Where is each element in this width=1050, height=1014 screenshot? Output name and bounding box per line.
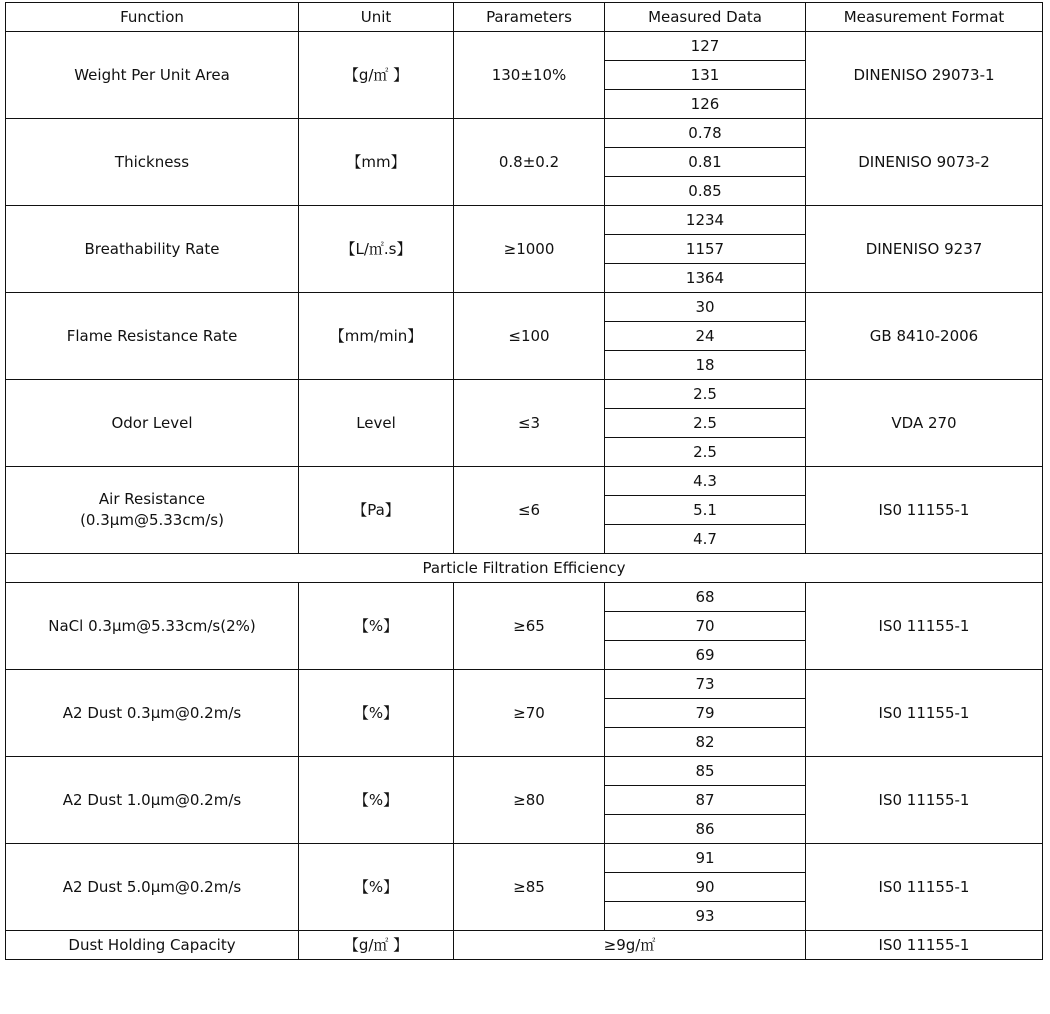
format-cell: VDA 270 <box>806 380 1043 467</box>
measured-cell: 82 <box>605 728 806 757</box>
unit-cell: 【g/㎡ 】 <box>299 931 454 960</box>
measured-cell: 87 <box>605 786 806 815</box>
table-row <box>6 119 1043 148</box>
table-row <box>6 293 1043 322</box>
unit-cell: 【%】 <box>299 670 454 757</box>
measured-cell: 90 <box>605 873 806 902</box>
header-measured-data: Measured Data <box>605 3 806 32</box>
format-cell: DINENISO 29073-1 <box>806 32 1043 119</box>
measured-cell: 1364 <box>605 264 806 293</box>
unit-cell: 【L/㎡.s】 <box>299 206 454 293</box>
measured-cell: 86 <box>605 815 806 844</box>
table-header <box>6 3 1043 32</box>
measured-cell: 1157 <box>605 235 806 264</box>
format-cell: IS0 11155-1 <box>806 467 1043 554</box>
measured-cell: 73 <box>605 670 806 699</box>
measured-cell: 126 <box>605 90 806 119</box>
table-row <box>6 757 1043 786</box>
spec-table <box>5 2 1043 960</box>
format-cell: IS0 11155-1 <box>806 670 1043 757</box>
measured-cell: 24 <box>605 322 806 351</box>
function-cell: Odor Level <box>6 380 299 467</box>
measured-cell: 5.1 <box>605 496 806 525</box>
measured-cell: 4.7 <box>605 525 806 554</box>
unit-cell: Level <box>299 380 454 467</box>
table-row <box>6 380 1043 409</box>
measured-cell: 4.3 <box>605 467 806 496</box>
function-cell: Weight Per Unit Area <box>6 32 299 119</box>
unit-cell: 【Pa】 <box>299 467 454 554</box>
function-cell: A2 Dust 1.0μm@0.2m/s <box>6 757 299 844</box>
format-cell: DINENISO 9237 <box>806 206 1043 293</box>
measured-cell: 131 <box>605 61 806 90</box>
function-condition: (0.3μm@5.33cm/s) <box>80 511 224 529</box>
measured-cell: 2.5 <box>605 380 806 409</box>
dust-holding-value: ≥9g/㎡ <box>454 931 806 960</box>
table-body <box>6 32 1043 960</box>
measured-cell: 68 <box>605 583 806 612</box>
function-cell: A2 Dust 5.0μm@0.2m/s <box>6 844 299 931</box>
format-cell: IS0 11155-1 <box>806 931 1043 960</box>
function-cell: NaCl 0.3μm@5.33cm/s(2%) <box>6 583 299 670</box>
header-measurement-format: Measurement Format <box>806 3 1043 32</box>
unit-cell: 【mm】 <box>299 119 454 206</box>
parameters-cell: ≥70 <box>454 670 605 757</box>
table-row <box>6 670 1043 699</box>
header-unit: Unit <box>299 3 454 32</box>
measured-cell: 0.78 <box>605 119 806 148</box>
section-heading-row <box>6 554 1043 583</box>
measured-cell: 0.81 <box>605 148 806 177</box>
format-cell: DINENISO 9073-2 <box>806 119 1043 206</box>
measured-cell: 2.5 <box>605 409 806 438</box>
measured-cell: 127 <box>605 32 806 61</box>
unit-cell: 【%】 <box>299 844 454 931</box>
table-row <box>6 206 1043 235</box>
measured-cell: 30 <box>605 293 806 322</box>
measured-cell: 18 <box>605 351 806 380</box>
table-row <box>6 467 1043 496</box>
parameters-cell: ≥85 <box>454 844 605 931</box>
parameters-cell: ≥1000 <box>454 206 605 293</box>
function-cell: Dust Holding Capacity <box>6 931 299 960</box>
measured-cell: 91 <box>605 844 806 873</box>
function-cell <box>6 467 299 554</box>
format-cell: IS0 11155-1 <box>806 583 1043 670</box>
parameters-cell: 130±10% <box>454 32 605 119</box>
function-cell: Flame Resistance Rate <box>6 293 299 380</box>
measured-cell: 79 <box>605 699 806 728</box>
measured-cell: 69 <box>605 641 806 670</box>
unit-cell: 【%】 <box>299 757 454 844</box>
section-heading: Particle Filtration Efficiency <box>6 554 1043 583</box>
unit-cell: 【%】 <box>299 583 454 670</box>
measured-cell: 93 <box>605 902 806 931</box>
measured-cell: 85 <box>605 757 806 786</box>
format-cell: IS0 11155-1 <box>806 757 1043 844</box>
table-row <box>6 32 1043 61</box>
parameters-cell: 0.8±0.2 <box>454 119 605 206</box>
format-cell: GB 8410-2006 <box>806 293 1043 380</box>
parameters-cell: ≥65 <box>454 583 605 670</box>
function-cell: A2 Dust 0.3μm@0.2m/s <box>6 670 299 757</box>
function-cell: Thickness <box>6 119 299 206</box>
parameters-cell: ≤3 <box>454 380 605 467</box>
parameters-cell: ≤100 <box>454 293 605 380</box>
header-parameters: Parameters <box>454 3 605 32</box>
format-cell: IS0 11155-1 <box>806 844 1043 931</box>
measured-cell: 0.85 <box>605 177 806 206</box>
unit-cell: 【mm/min】 <box>299 293 454 380</box>
measured-cell: 2.5 <box>605 438 806 467</box>
measured-cell: 70 <box>605 612 806 641</box>
unit-cell: 【g/㎡ 】 <box>299 32 454 119</box>
parameters-cell: ≥80 <box>454 757 605 844</box>
parameters-cell: ≤6 <box>454 467 605 554</box>
dust-holding-row <box>6 931 1043 960</box>
header-row <box>6 3 1043 32</box>
table-row <box>6 844 1043 873</box>
function-cell: Breathability Rate <box>6 206 299 293</box>
function-label: Air Resistance <box>98 490 206 508</box>
header-function: Function <box>6 3 299 32</box>
measured-cell: 1234 <box>605 206 806 235</box>
table-row <box>6 583 1043 612</box>
